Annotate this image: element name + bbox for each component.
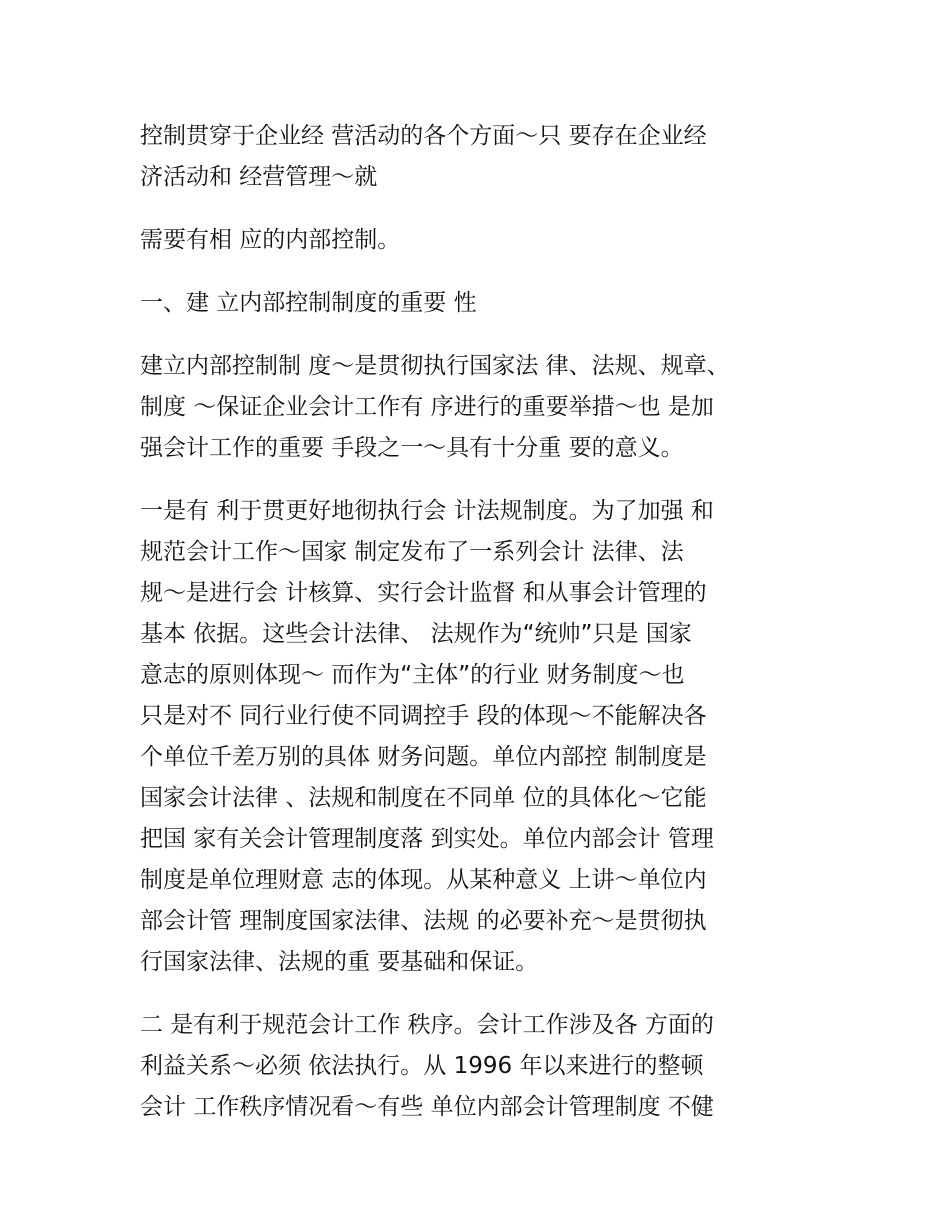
- document-body: [140, 116, 810, 1128]
- text-line: 济活动和 经营管理～就: [140, 164, 378, 190]
- text-line: 需要有相 应的内部控制。: [140, 227, 401, 253]
- paragraph-1: [140, 116, 810, 198]
- text-line: 二 是有利于规范会计工作 秩序。会计工作涉及各 方面的: [140, 1012, 714, 1038]
- text-line: 一是有 利于贯更好地彻执行会 计法规制度。为了加强 和: [140, 498, 714, 524]
- text-line: 控制贯穿于企业经 营活动的各个方面～只 要存在企业经: [140, 123, 707, 149]
- text-line: 制度 ～保证企业会计工作有 序进行的重要举措～也 是加: [140, 394, 714, 420]
- text-line: 意志的原则体现～ 而作为“主体”的行业 财务制度～也: [140, 662, 685, 688]
- paragraph-4: [140, 346, 810, 469]
- paragraph-5: [140, 491, 810, 983]
- text-line: 把国 家有关会计管理制度落 到实处。单位内部会计 管理: [140, 826, 714, 852]
- text-line: 个单位千差万别的具体 财务问题。单位内部控 制制度是: [140, 744, 707, 770]
- text-line: 部会计管 理制度国家法律、法规 的必要补充～是贯彻执: [140, 908, 707, 934]
- text-line: 制度是单位理财意 志的体现。从某种意义 上讲～单位内: [140, 867, 707, 893]
- section-heading: [140, 283, 810, 324]
- text-line: 规～是进行会 计核算、实行会计监督 和从事会计管理的: [140, 580, 707, 606]
- text-line: 国家会计法律 、法规和制度在不同单 位的具体化～它能: [140, 785, 707, 811]
- text-line: 基本 依据。这些会计法律、 法规作为“统帅”只是 国家: [140, 621, 692, 647]
- paragraph-6: [140, 1005, 810, 1128]
- text-line: 利益关系～必须 依法执行。从 1996 年以来进行的整顿: [140, 1053, 704, 1079]
- text-line: 行国家法律、法规的重 要基础和保证。: [140, 949, 539, 975]
- text-line: 只是对不 同行业行使不同调控手 段的体现～不能解决各: [140, 703, 707, 729]
- text-line: 强会计工作的重要 手段之一～具有十分重 要的意义。: [140, 435, 684, 461]
- paragraph-2: [140, 220, 810, 261]
- text-line: 会计 工作秩序情况看～有些 单位内部会计管理制度 不健: [140, 1094, 714, 1120]
- text-line: 一、建 立内部控制制度的重要 性: [140, 290, 477, 316]
- text-line: 建立内部控制制 度～是贯彻执行国家法 律、法规、规章、: [140, 353, 730, 379]
- text-line: 规范会计工作～国家 制定发布了一系列会计 法律、法: [140, 539, 684, 565]
